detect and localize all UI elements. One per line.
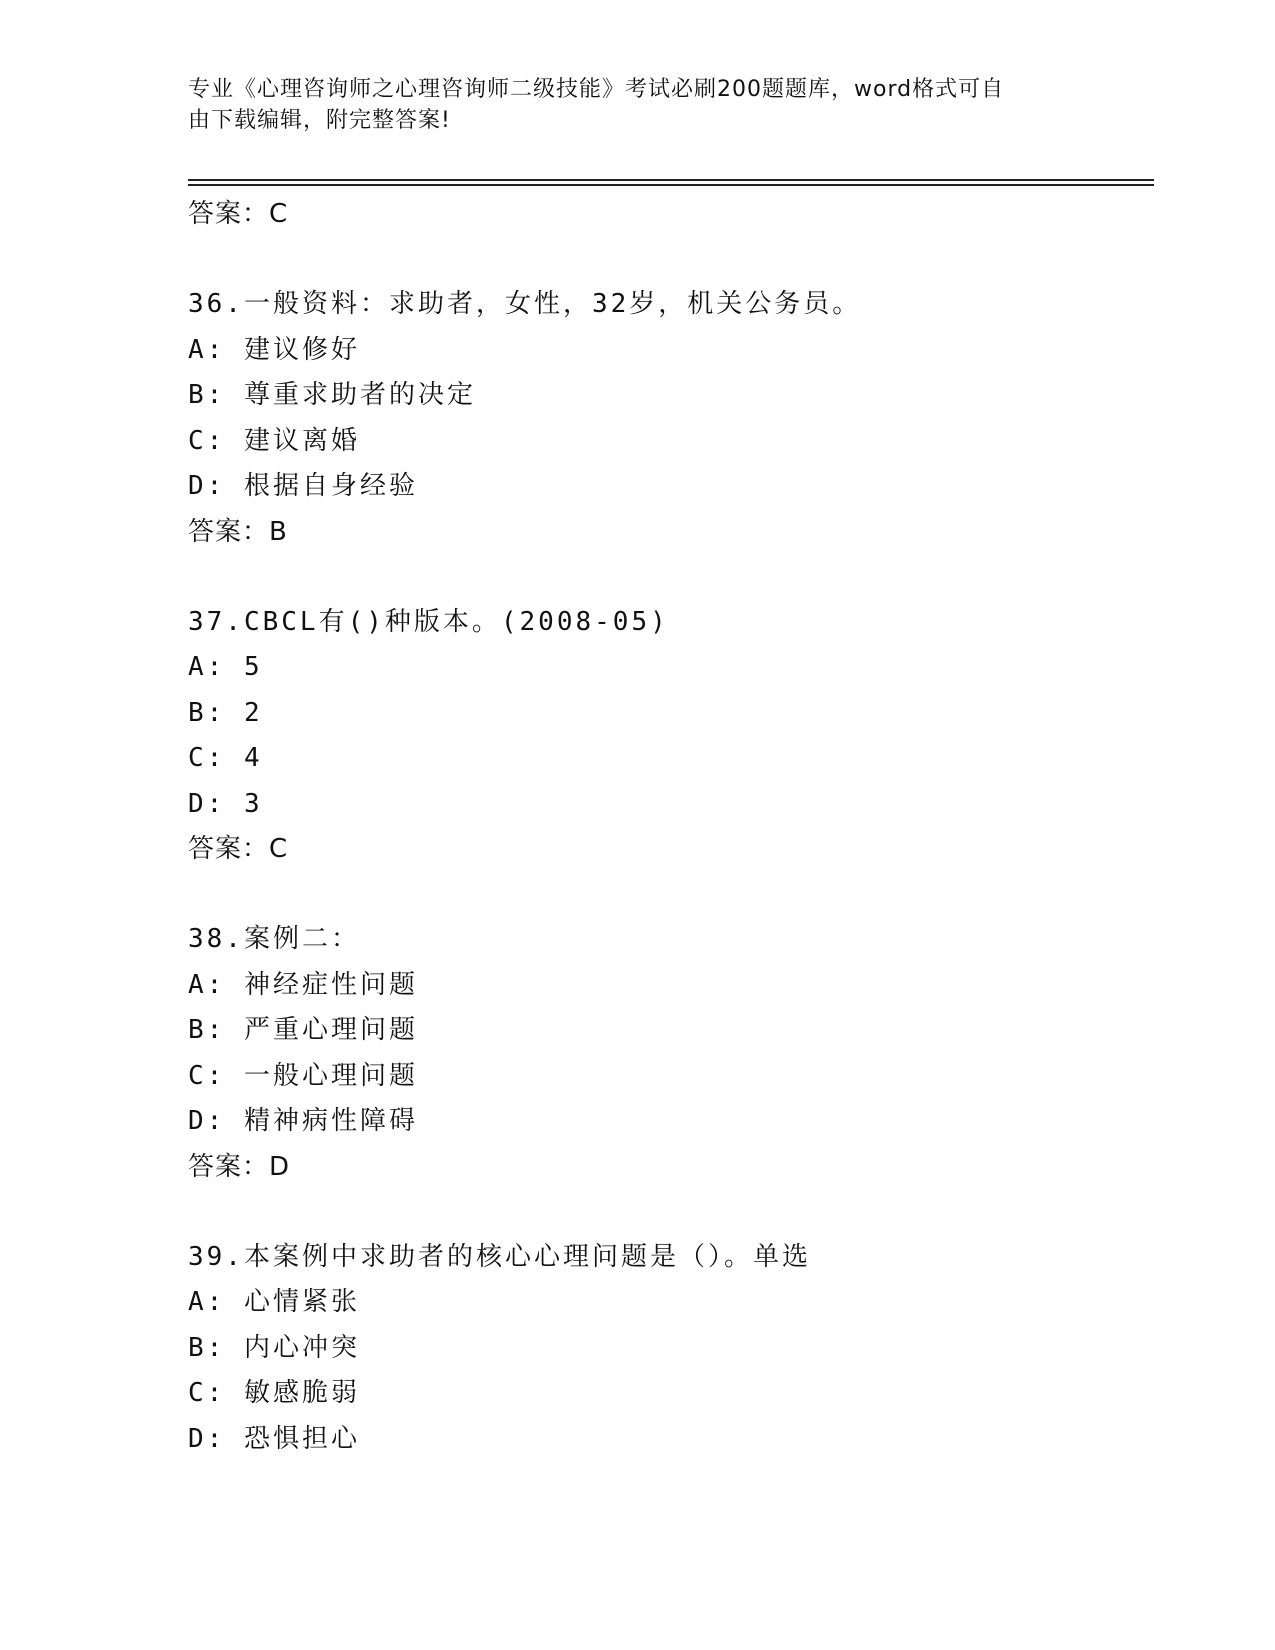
answer-line: 答案：C <box>188 834 289 864</box>
option-d: D: 3 <box>188 788 263 819</box>
option-d: D: 精神病性障碍 <box>188 1106 418 1136</box>
question-text: 39.本案例中求助者的核心心理问题是（）。单选 <box>188 1241 811 1272</box>
header-line-1: 专业《心理咨询师之心理咨询师二级技能》考试必刷200题题库，word格式可自 <box>188 77 1005 102</box>
question-list <box>188 192 1148 1462</box>
option-b: B: 尊重求助者的决定 <box>188 380 476 410</box>
option-a: A: 建议修好 <box>188 334 360 365</box>
header-rule-top <box>188 179 1154 181</box>
spacer <box>188 555 1148 600</box>
option-b: B: 内心冲突 <box>188 1332 360 1363</box>
option-d: D: 恐惧担心 <box>188 1423 360 1454</box>
answer-line: 答案：D <box>188 1151 291 1182</box>
answer-line: 答案：B <box>188 516 288 547</box>
option-c: C: 4 <box>188 743 263 773</box>
option-a: A: 5 <box>188 652 263 682</box>
document-header <box>188 74 1088 136</box>
option-c: C: 敏感脆弱 <box>188 1378 360 1408</box>
option-d: D: 根据自身经验 <box>188 471 418 501</box>
option-c: C: 一般心理问题 <box>188 1060 418 1091</box>
spacer <box>188 872 1148 917</box>
answer-line: 答案：C <box>188 199 289 229</box>
spacer <box>188 237 1148 282</box>
spacer <box>188 1190 1148 1235</box>
option-c: C: 建议离婚 <box>188 425 360 456</box>
option-b: B: 2 <box>188 697 263 728</box>
header-rule-bottom <box>188 184 1154 186</box>
option-a: A: 神经症性问题 <box>188 969 418 1000</box>
question-text: 36.一般资料：求助者，女性，32岁，机关公务员。 <box>188 289 862 319</box>
option-b: B: 严重心理问题 <box>188 1015 418 1045</box>
option-a: A: 心情紧张 <box>188 1287 360 1317</box>
header-line-2: 由下载编辑，附完整答案! <box>188 108 451 133</box>
question-text: 37.CBCL有()种版本。(2008-05) <box>188 606 669 637</box>
question-text: 38.案例二： <box>188 924 360 954</box>
